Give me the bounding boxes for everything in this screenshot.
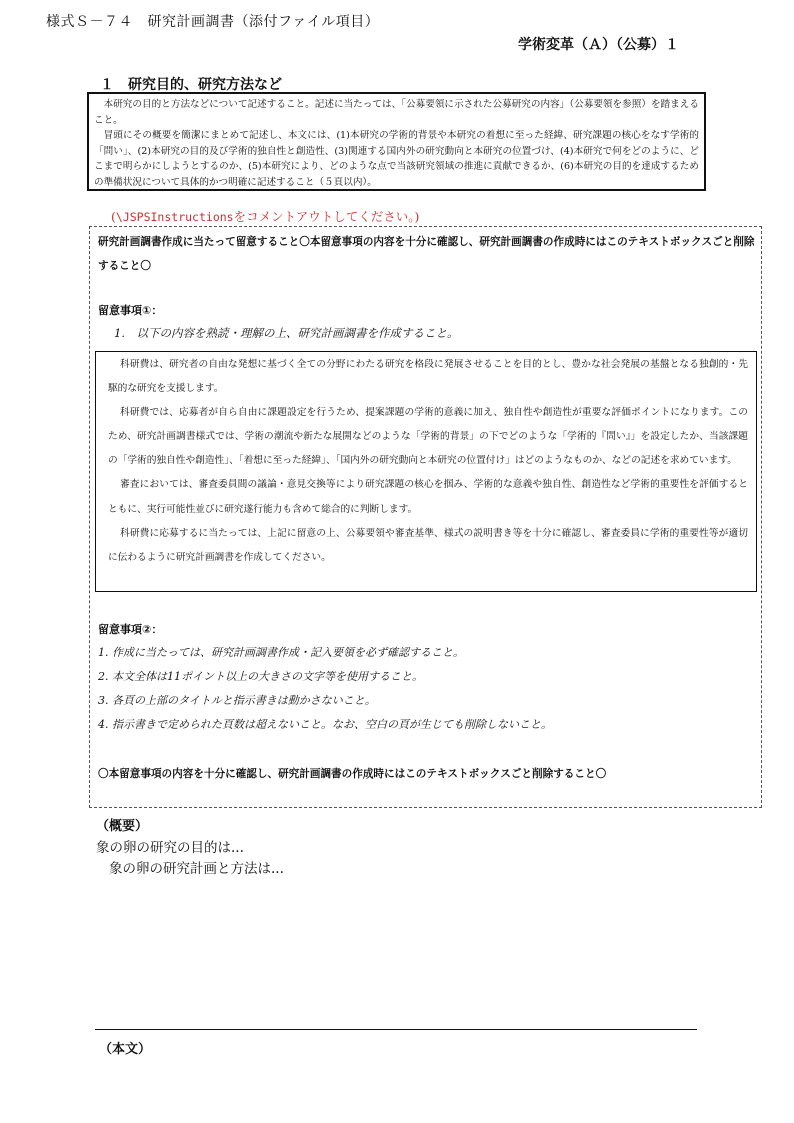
- note2-item: 3. 各頁の上部のタイトルと指示書きは動かさないこと。: [98, 694, 376, 707]
- guideline-paragraph-2: 科研費では、応募者が自ら自由に課題設定を行うため、提案課題の学術的意義に加え、独自性や創造性が重要な評価ポイントになります。このため、研究計画調書様式では、学術の潮流や新たな展開などのような「学術的背景」の下でどのような「学術的『問い』」を設定したか、当該課題の「学術的独自性や創造性」、「着想に至った経緯」、「国内外の研究動向と本研究の位置付け」はどのようなものか、などの記述を求めています。: [108, 407, 748, 467]
- overview-plan-text[interactable]: 象の卵の研究計画と方法は...: [109, 861, 284, 877]
- notice-warning-top: 研究計画調書作成に当たって留意すること〇本留意事項の内容を十分に確認し、研究計画調書の作成時にはこのテキストボックスごと削除すること〇: [98, 236, 755, 272]
- kakenhi-guideline-box: [95, 351, 757, 592]
- guideline-paragraph-1: 科研費は、研究者の自由な発想に基づく全ての分野にわたる研究を格段に発展させることを目的とし、豊かな社会発展の基盤となる独創的・先駆的な研究を支援します。: [108, 359, 748, 395]
- comment-out-note: [111, 207, 419, 225]
- note2-item: 2. 本文全体は11ポイント以上の大きさの文字等を使用すること。: [98, 670, 423, 683]
- section-heading: １ 研究目的、研究方法など: [100, 77, 282, 93]
- body-heading: （本文）: [99, 1042, 152, 1057]
- form-id: 様式Ｓ－７４ 研究計画調書（添付ファイル項目）: [46, 14, 380, 30]
- instruction-paragraph-1: 本研究の目的と方法などについて記述すること。記述に当たっては、「公募要領に示された公募研究の内容」（公募要領を参照）を踏まえること。: [94, 99, 699, 126]
- note2-label: 留意事項②：: [98, 623, 163, 636]
- section-divider: [95, 1029, 697, 1030]
- note1-label: 留意事項①：: [98, 304, 163, 317]
- instructions-box: [87, 92, 706, 191]
- guideline-paragraph-3: 審査においては、審査委員間の議論・意見交換等により研究課題の核心を掴み、学術的な意義や独自性、創造性など学術的重要性を評価するとともに、実行可能性並びに研究遂行能力も含めて総合的に判断します。: [108, 479, 748, 515]
- category-label: 学術変革（Ａ）（公募）１: [518, 37, 679, 53]
- overview-heading: （概要）: [96, 819, 149, 834]
- overview-purpose-text[interactable]: 象の卵の研究の目的は...: [96, 840, 244, 856]
- notice-warning-bottom: 〇本留意事項の内容を十分に確認し、研究計画調書の作成時にはこのテキストボックスごと削除すること〇: [98, 768, 607, 780]
- note2-item: 1. 作成に当たっては、研究計画調書作成・記入要領を必ず確認すること。: [98, 646, 464, 659]
- comment-note-open: (: [111, 209, 116, 224]
- comment-note-rest: をコメントアウトしてください。): [233, 209, 420, 224]
- instruction-paragraph-2: 冒頭にその概要を簡潔にまとめて記述し、本文には、(1)本研究の学術的背景や本研究の着想に至った経緯、研究課題の核心をなす学術的「問い」、(2)本研究の目的及び学術的独自性と創造性、(3)関連する国内外の研究動向と本研究の位置づけ、(4)本研究で何をどのように、どこまで明らかにしようとするのか、(5)本研究により、どのような点で当該研究領域の推進に貢献できるか、(6)本研究の目的を達成するための準備状況について具体的かつ明確に記述すること（５頁以内）。: [94, 130, 699, 188]
- guideline-paragraph-4: 科研費に応募するに当たっては、上記に留意の上、公募要領や審査基準、様式の説明書き等を十分に確認し、審査委員に学術的重要性等が適切に伝わるように研究計画調書を作成してください。: [108, 527, 748, 563]
- note2-list: [98, 641, 748, 737]
- note2-item: 4. 指示書きで定められた頁数は超えないこと。なお、空白の頁が生じても削除しないこと。: [98, 718, 552, 731]
- comment-note-command: \JSPSInstructions: [115, 210, 234, 224]
- note1-item: 1. 以下の内容を熟読・理解の上、研究計画調書を作成すること。: [114, 326, 459, 340]
